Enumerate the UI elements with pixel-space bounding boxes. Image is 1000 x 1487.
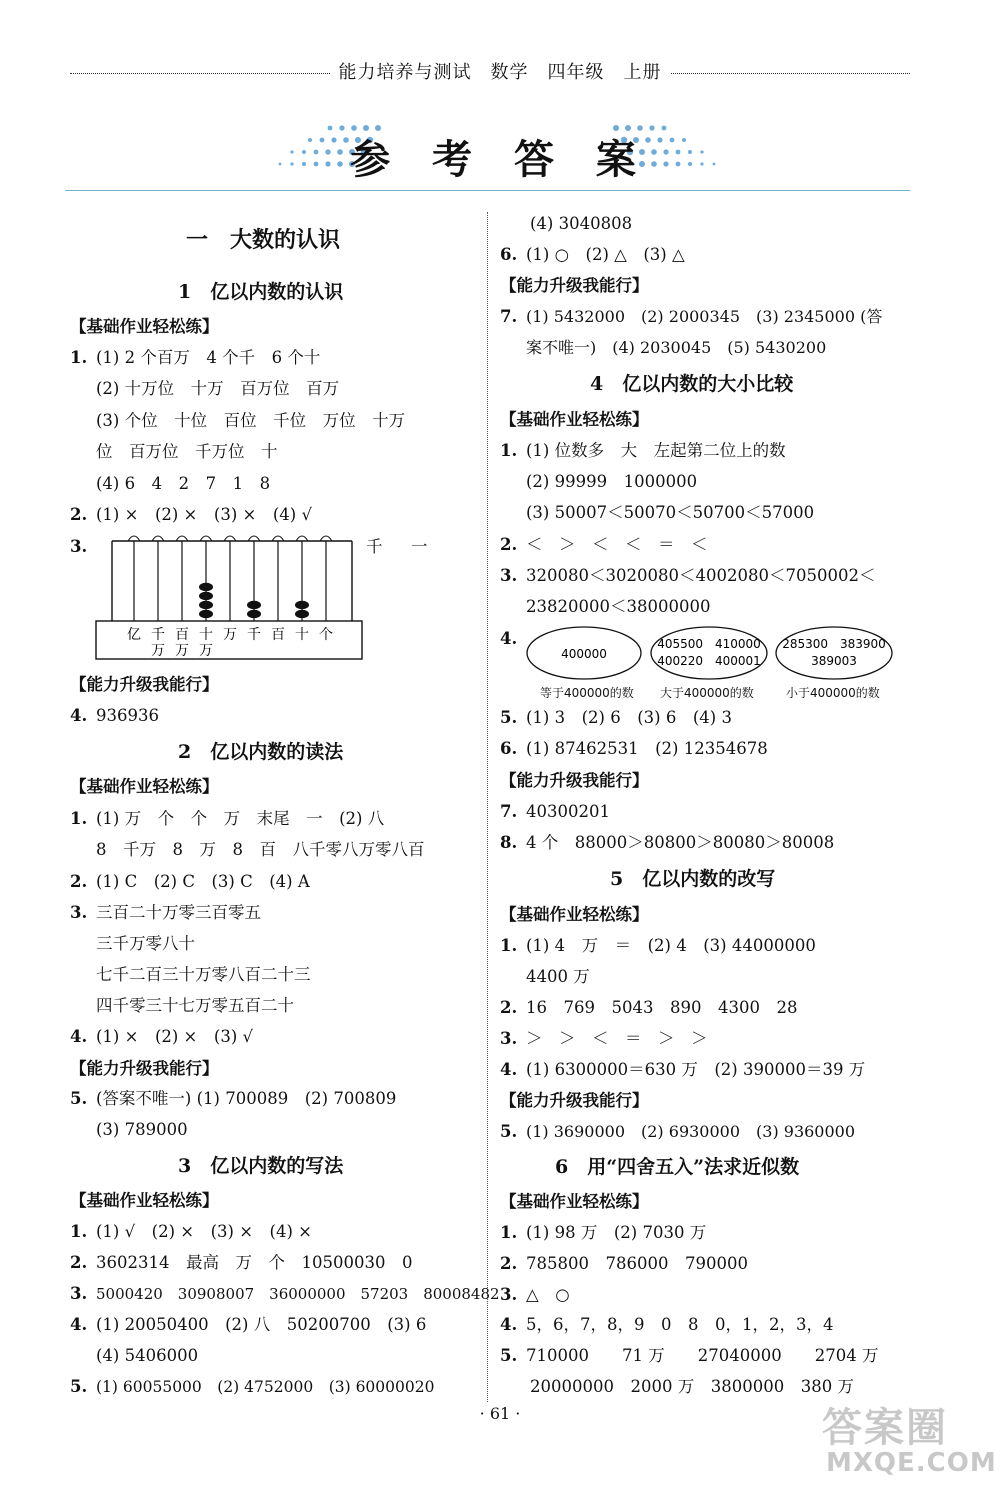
column-divider [487,212,488,1402]
q-number: 2. [70,872,88,891]
answer-line: (1) ○ (2) △ (3) △ [526,245,685,264]
q-number: 2. [500,998,518,1017]
answer-line: 三百二十万零三百零五 [96,903,261,922]
abacus-rod-cap [248,536,260,541]
answer-line: (1) 98 万 (2) 7030 万 [526,1223,707,1242]
abacus-bead [199,592,213,600]
answer-line: (4) 5406000 [96,1346,199,1365]
basic-practice-heading: 【基础作业轻松练】 [70,777,219,796]
section-title-6: 6 用“四舍五入”法求近似数 [555,1156,800,1178]
section-title-5: 5 亿以内数的改写 [610,868,776,890]
q-number: 1. [500,441,518,460]
oval-caption-less: 小于400000的数 [786,686,880,700]
q-number: 4. [500,1060,518,1079]
abacus-bead [199,601,213,609]
answer-line: 16 769 5043 890 4300 28 [526,998,798,1017]
answer-line: (1) 位数多 大 左起第二位上的数 [526,441,786,460]
q-number: 2. [500,1254,518,1273]
answer-line: (1) 6300000＝630 万 (2) 390000＝39 万 [526,1060,866,1079]
page-title: 参 考 答 案 [350,136,650,183]
answer-line: (1) 4 万 ＝ (2) 4 (3) 44000000 [526,936,816,955]
abacus-bead [295,610,309,618]
abacus-place-label: 万 [199,643,213,659]
answer-line: (1) 20050400 (2) 八 50200700 (3) 6 [96,1315,427,1334]
answer-line: 4400 万 [526,967,590,986]
abacus-place-label: 千 [151,627,165,643]
answer-line: 23820000＜38000000 [526,597,711,616]
answer-line: (1) C (2) C (3) C (4) A [96,872,310,891]
oval-greater-line1: 405500 410000 [657,637,761,651]
q-number: 7. [500,307,518,326]
answer-line: (1) 5432000 (2) 2000345 (3) 2345000 (答 [526,307,883,326]
answer-line: 四千零三十七万零五百二十 [96,996,294,1015]
ability-heading: 【能力升级我能行】 [70,1059,219,1078]
abacus-place-label: 十 [295,627,309,643]
section-title-1: 1 亿以内数的认识 [178,281,344,303]
q-number: 4. [500,629,518,648]
watermark-line1: 答案圈 [822,1405,948,1451]
abacus-place-label: 百 [175,627,189,643]
answer-line: (3) 50007＜50070＜50700＜57000 [526,503,815,522]
abacus-place-label: 万 [151,643,165,659]
abacus-rod-cap [176,536,188,541]
q-number: 4. [70,1315,88,1334]
answer-line: (4) 3040808 [530,214,633,233]
q-number: 4. [70,1027,88,1046]
q-number: 5. [70,1089,88,1108]
q-number: 2. [500,535,518,554]
abacus-bead [199,583,213,591]
q-number: 2. [70,505,88,524]
oval-less-line2: 389003 [811,654,857,668]
answer-line: (1) × (2) × (3) × (4) √ [96,505,312,524]
answer-line: 案不唯一) (4) 2030045 (5) 5430200 [526,338,827,357]
q-number: 1. [70,348,88,367]
answer-line: (1) 2 个百万 4 个千 6 个十 [96,348,321,367]
oval-caption-equal: 等于400000的数 [540,686,634,700]
answer-line: (1) × (2) × (3) √ [96,1027,254,1046]
answer-line: (2) 十万位 十万 百万位 百万 [96,379,340,398]
basic-practice-heading: 【基础作业轻松练】 [500,410,649,429]
answer-line: 710000 71 万 27040000 2704 万 [526,1346,879,1365]
basic-practice-heading: 【基础作业轻松练】 [70,1191,219,1210]
running-header: 能力培养与测试 数学 四年级 上册 [0,58,1000,84]
abacus-rod-cap [200,536,212,541]
abacus-diagram [94,533,364,663]
q-number: 4. [70,706,88,725]
q-number: 6. [500,739,518,758]
answer-line: (1) 万 个 个 万 末尾 一 (2) 八 [96,809,385,828]
q-number: 3. [500,1029,518,1048]
abacus-rod-cap [152,536,164,541]
abacus-place-label: 万 [175,643,189,659]
answer-line: (4) 6 4 2 7 1 8 [96,474,271,493]
answer-line: (1) 3690000 (2) 6930000 (3) 9360000 [526,1122,856,1141]
abacus-rod-cap [272,536,284,541]
section-title-3: 3 亿以内数的写法 [178,1155,344,1177]
basic-practice-heading: 【基础作业轻松练】 [500,1192,649,1211]
abacus-bead [295,601,309,609]
abacus-bead [247,610,261,618]
abacus-place-label: 十 [199,627,213,643]
basic-practice-heading: 【基础作业轻松练】 [70,317,219,336]
q-number: 5. [500,708,518,727]
answer-line: 40300201 [526,802,610,821]
q-number: 3. [70,903,88,922]
answer-line: 5，6，7，8，9 0 8 0，1，2，3，4 [526,1315,834,1334]
abacus-place-label: 百 [271,627,285,643]
abacus-place-label: 亿 [127,627,141,643]
number-classification-ovals [524,624,894,682]
abacus-place-label: 个 [319,627,333,643]
q-number: 6. [500,245,518,264]
answer-line: 位 百万位 千万位 十 [96,442,278,461]
q-number: 1. [500,936,518,955]
answer-line: 785800 786000 790000 [526,1254,748,1273]
answer-line: 3602314 最高 万 个 10500030 0 [96,1253,413,1272]
oval-less-line1: 285300 383900 [782,637,886,651]
q-number: 3. [500,566,518,585]
q-number: 2. [70,1253,88,1272]
watermark-logo [822,1396,997,1478]
answer-line: (1) 87462531 (2) 12354678 [526,739,768,758]
q-number: 5. [70,1377,88,1396]
basic-practice-heading: 【基础作业轻松练】 [500,905,649,924]
section-title-2: 2 亿以内数的读法 [178,741,344,763]
oval-caption-greater: 大于400000的数 [660,686,754,700]
abacus-bead [247,601,261,609]
q-number: 5. [500,1122,518,1141]
q-number: 1. [70,1222,88,1241]
answer-line: ＜ ＞ ＜ ＜ ＝ ＜ [526,535,708,554]
answer-line: (2) 99999 1000000 [526,472,698,491]
answer-line: △ ○ [526,1285,570,1304]
q-number: 7. [500,802,518,821]
answer-line: 4 个 88000＞80800＞80080＞80008 [526,833,835,852]
ability-heading: 【能力升级我能行】 [500,276,649,295]
answer-line: (1) √ (2) × (3) × (4) × [96,1222,312,1241]
answer-line: 936936 [96,706,159,725]
answer-line: ＞ ＞ ＜ ＝ ＞ ＞ [526,1029,708,1048]
answer-line: 20000000 2000 万 3800000 380 万 [530,1377,854,1396]
q-number: 3. [70,1284,88,1303]
answer-line: 320080＜3020080＜4002080＜7050002＜ [526,566,876,585]
ability-heading: 【能力升级我能行】 [500,1091,649,1110]
watermark-line2: MXQE.COM [826,1448,997,1478]
abacus-rod-cap [320,536,332,541]
section-title-4: 4 亿以内数的大小比较 [590,373,794,395]
abacus-bead [199,610,213,618]
answer-line: 三千万零八十 [96,934,195,953]
abacus-rod-cap [296,536,308,541]
answer-line: 七千二百三十万零八百二十三 [96,965,311,984]
unit-title: 一 大数的认识 [186,227,341,253]
answer-line: (3) 个位 十位 百位 千位 万位 十万 [96,411,406,430]
answer-line: (3) 789000 [96,1120,188,1139]
abacus-rod-cap [224,536,236,541]
ability-heading: 【能力升级我能行】 [500,771,649,790]
answer-line: 5000420 30908007 36000000 57203 80008482 [96,1285,500,1303]
title-rule [65,190,910,191]
abacus-place-label: 千 [247,627,261,643]
answer-line: (1) 60055000 (2) 4752000 (3) 60000020 [96,1378,435,1396]
q-number: 3. [70,537,88,556]
q-number: 3. [500,1285,518,1304]
abacus-side-label: 千 一 [366,537,434,556]
abacus-rod-cap [128,536,140,541]
answer-line: 8 千万 8 万 8 百 八千零八万零八百 [96,840,425,859]
ability-heading: 【能力升级我能行】 [70,675,219,694]
abacus-place-label: 万 [223,627,237,643]
q-number: 1. [500,1223,518,1242]
q-number: 4. [500,1315,518,1334]
oval-equal-value: 400000 [561,647,607,661]
q-number: 8. [500,833,518,852]
q-number: 5. [500,1346,518,1365]
answer-line: (1) 3 (2) 6 (3) 6 (4) 3 [526,708,732,727]
oval-greater-line2: 400220 400001 [657,654,761,668]
q-number: 1. [70,809,88,828]
page-number: · 61 · [479,1404,521,1423]
answer-line: (答案不唯一) (1) 700089 (2) 700809 [96,1089,397,1108]
